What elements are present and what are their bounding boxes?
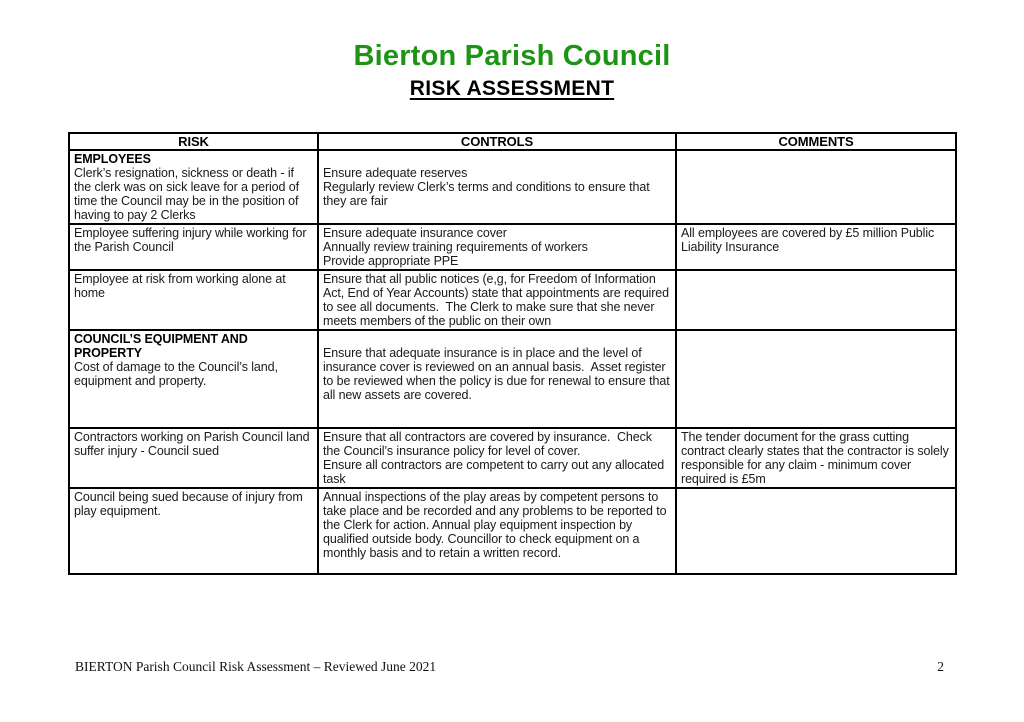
table-header-row [69,133,956,150]
cell-controls [318,428,676,488]
cell-text: Cost of damage to the Council’s land, equipment and property. [74,360,282,388]
page-subtitle-text: RISK ASSESSMENT [409,77,615,100]
risk-assessment-table [68,132,957,575]
cell-text: Regularly review Clerk’s terms and conditions to ensure that they are fair [323,180,653,208]
cell-controls [318,488,676,574]
cell-text: Ensure adequate reserves [323,166,468,180]
page-number: 2 [937,659,944,674]
table-row [69,428,956,488]
cell-risk [69,150,318,224]
column-header-risk: RISK [69,133,318,150]
cell-text: Council being sued because of injury from play equipment. [74,490,307,518]
table-row [69,330,956,428]
table-row [69,224,956,270]
cell-text: Ensure that all contractors are covered by insurance. Check the Council’s insurance policy for level of cover. [323,430,656,458]
cell-risk [69,330,318,428]
table-row [69,488,956,574]
cell-text [323,332,671,346]
cell-comments [676,330,956,428]
page-subtitle [0,77,1024,101]
column-header-controls: CONTROLS [318,133,676,150]
cell-risk [69,428,318,488]
cell-controls [318,270,676,330]
cell-controls [318,150,676,224]
cell-text: Annually review training requirements of workers [323,240,588,254]
cell-text: Contractors working on Parish Council land suffer injury - Council sued [74,430,313,458]
column-header-comments: COMMENTS [676,133,956,150]
cell-text: Employee at risk from working alone at home [74,272,289,300]
cell-text: Clerk’s resignation, sickness or death - if the clerk was on sick leave for a period of time the Council may be in the position of having to pay 2 Clerks [74,166,303,222]
cell-text: Ensure all contractors are competent to carry out any allocated task [323,458,668,486]
page-title: Bierton Parish Council [353,40,671,72]
cell-text: Provide appropriate PPE [323,254,459,268]
cell-text: Ensure that all public notices (e,g, for Freedom of Information Act, End of Year Accounts) state that appointments are required to see all documents. The Clerk to make sure that she never meets members of the public on their own [323,272,673,328]
page-footer [75,659,944,675]
cell-text: COUNCIL’S EQUIPMENT AND [74,332,248,346]
cell-text [323,152,671,166]
cell-text: Employee suffering injury while working for the Parish Council [74,226,310,254]
cell-comments [676,270,956,330]
cell-comments [676,224,956,270]
cell-comments [676,488,956,574]
cell-controls [318,224,676,270]
cell-text: EMPLOYEES [74,152,151,166]
table-row [69,270,956,330]
cell-text: Ensure adequate insurance cover [323,226,507,240]
cell-text: The tender document for the grass cutting contract clearly states that the contractor is solely responsible for any claim - minimum cover required is £5m [681,430,953,486]
cell-text: All employees are covered by £5 million Public Liability Insurance [681,226,938,254]
table-row [69,150,956,224]
cell-text: Annual inspections of the play areas by competent persons to take place and be recorded and any problems to be reported to the Clerk for action. Annual play equipment inspection by qualified outside body. Councillor to check equipment on a monthly basis and to retain a written record. [323,490,670,560]
cell-comments [676,150,956,224]
footer-text: BIERTON Parish Council Risk Assessment – Reviewed June 2021 [75,659,437,674]
cell-risk [69,224,318,270]
cell-risk [69,488,318,574]
cell-risk [69,270,318,330]
cell-controls [318,330,676,428]
cell-text: PROPERTY [74,346,142,360]
cell-comments [676,428,956,488]
cell-text: Ensure that adequate insurance is in place and the level of insurance cover is reviewed on an annual basis. Asset register to be reviewed when the policy is due for renewal to ensure that all new assets are covered. [323,346,673,402]
